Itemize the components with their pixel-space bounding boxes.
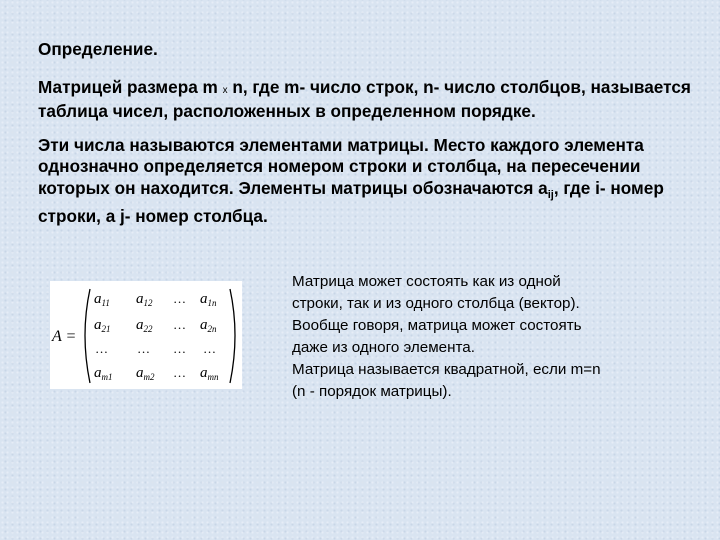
matrix-cell: … — [138, 341, 150, 356]
left-paren — [85, 289, 90, 383]
times-sign: x — [222, 84, 228, 96]
right-paren — [230, 289, 235, 383]
matrix-cell: $a_{m1}$ — [94, 365, 113, 382]
note-line: строки, так и из одного столбца (вектор). — [292, 295, 580, 312]
matrix-cell: … — [96, 341, 108, 356]
definition-block — [38, 39, 698, 240]
matrix-cell: … — [174, 365, 186, 380]
matrix-cell: … — [174, 291, 186, 306]
elements-text-start: Эти числа называются элементами матрицы. Место каждого элемента однозначно определяется номером строки и столбца, на пересечении которых он находится. Элементы матрицы обозначаются a — [38, 134, 644, 198]
matrix-cell: $a_{11}$ — [94, 291, 110, 308]
definition-text-end: n, где m- число строк, n- число столбцов, называется таблица чисел, расположенных в определенном порядке. — [38, 76, 691, 121]
definition-heading: Определение. — [38, 39, 158, 59]
matrix-image — [50, 281, 242, 389]
matrix-cell: $a_{12}$ — [136, 291, 153, 308]
matrix-formula — [50, 281, 242, 389]
element-subscript: ij — [547, 188, 554, 201]
matrix-cell: … — [174, 341, 186, 356]
note-line: (n - порядок матрицы). — [292, 383, 452, 400]
definition-text-start: Матрицей размера m — [38, 76, 218, 97]
elements-text-end: , где i- номер строки, а j- номер столбца. — [38, 177, 664, 226]
matrix-cell: … — [174, 317, 186, 332]
matrix-cell: $a_{21}$ — [94, 317, 111, 334]
note-line: Вообще говоря, матрица может состоять — [292, 317, 582, 334]
note-line: Матрица может состоять как из одной — [292, 273, 561, 290]
matrix-cell: $a_{22}$ — [136, 317, 153, 334]
definition-paragraph — [38, 77, 698, 123]
matrix-cell: … — [204, 341, 216, 356]
matrix-notes — [292, 271, 692, 403]
matrix-lhs: A = — [52, 328, 77, 345]
elements-paragraph — [38, 135, 698, 228]
matrix-cell: $a_{1n}$ — [200, 291, 217, 308]
matrix-cell: $a_{2n}$ — [200, 317, 217, 334]
note-line: Матрица называется квадратной, если m=n — [292, 361, 601, 378]
note-line: даже из одного элемента. — [292, 339, 475, 356]
matrix-cell: $a_{mn}$ — [200, 365, 219, 382]
matrix-cell: $a_{m2}$ — [136, 365, 155, 382]
